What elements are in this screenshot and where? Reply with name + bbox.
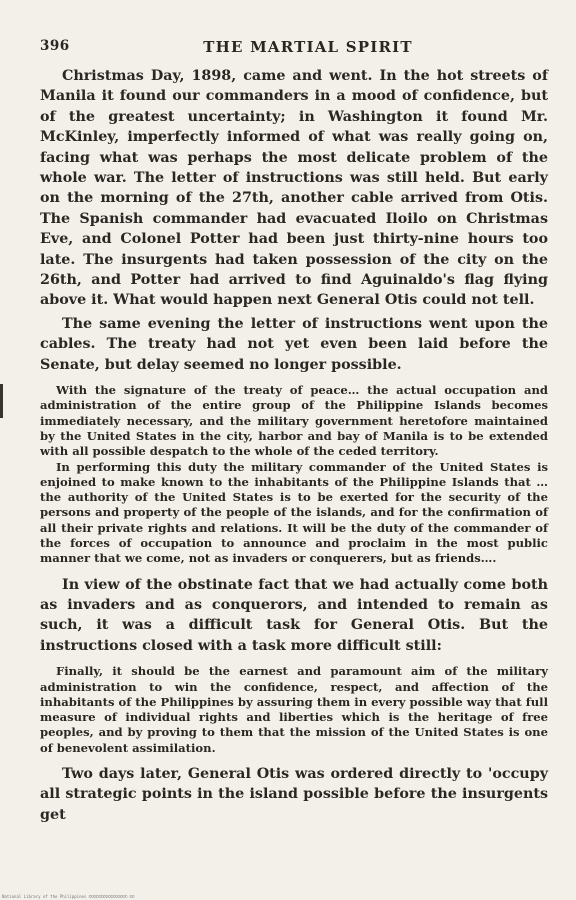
page-body xyxy=(40,66,548,825)
paragraph-two-days-later: Two days later, General Otis was ordered directly to 'occupy all strategic points in the island possible before the insurgents get xyxy=(40,766,548,823)
quote-treaty-signature: With the signature of the treaty of peace… the actual occupation and administration of the entire group of the Philippine Islands becomes immediately necessary, and the military government heretofore maintained by the United States in the city, harbor and bay of Manila is to be extended with all possible despatch to the whole of the ceded territory. xyxy=(40,383,548,459)
paragraph-same-evening: The same evening the letter of instructions went upon the cables. The treaty had not yet even been laid before the Senate, but delay seemed no longer possible. xyxy=(40,315,548,373)
paragraph-obstinate-fact: In view of the obstinate fact that we had actually come both as invaders and as conquerors, and intended to remain as such, it was a difficult task for General Otis. But the instructions closed with a task more difficult still: xyxy=(40,576,548,654)
instructions-quote-block xyxy=(40,383,548,567)
page-edge-mark xyxy=(0,384,3,418)
closing-quote-block xyxy=(40,664,548,756)
paragraph-christmas-day: Christmas Day, 1898, came and went. In the hot streets of Manila it found our commanders in a mood of confidence, but of the greatest uncertainty; in Washington it found Mr. McKinley, imperfectly informed of what was really going on, facing what was perhaps the most delicate problem of the whole war. The letter of instructions was still held. But early on the morning of the 27th, another cable arrived from Otis. The Spanish commander had evacuated Iloilo on Christmas Eve, and Colonel Potter had been just thirty-nine hours too late. The insurgents had taken possession of the city on the 26th, and Potter had arrived to find Aguinaldo's flag flying above it. What would happen next General Otis could not tell. xyxy=(40,68,548,309)
quote-benevolent-assimilation: Finally, it should be the earnest and paramount aim of the military administration to win the confidence, respect, and affection of the inhabitants of the Philippines by assuring them in every possible way that full measure of individual rights and liberties which is the heritage of free peoples, and by proving to them that the mission of the United States is one of benevolent assimilation. xyxy=(40,664,548,755)
page-header xyxy=(40,38,546,58)
quote-military-commander-duty: In performing this duty the military commander of the United States is enjoined to make known to the inhabitants of the Philippine Islands that … the authority of the United States is to be exerted for the security of the persons and property of the people of the islands, and for the confirmation of all their private rights and relations. It will be the duty of the commander of the forces of occupation to announce and proclaim in the most public manner that we come, not as invaders or conquerers, but as friends…. xyxy=(40,459,548,566)
running-head: THE MARTIAL SPIRIT xyxy=(203,38,413,56)
page-number: 396 xyxy=(40,38,70,54)
scan-footer: National Library of the Philippines ©©©©©©©©©©©©©©©© ©© xyxy=(2,894,135,899)
